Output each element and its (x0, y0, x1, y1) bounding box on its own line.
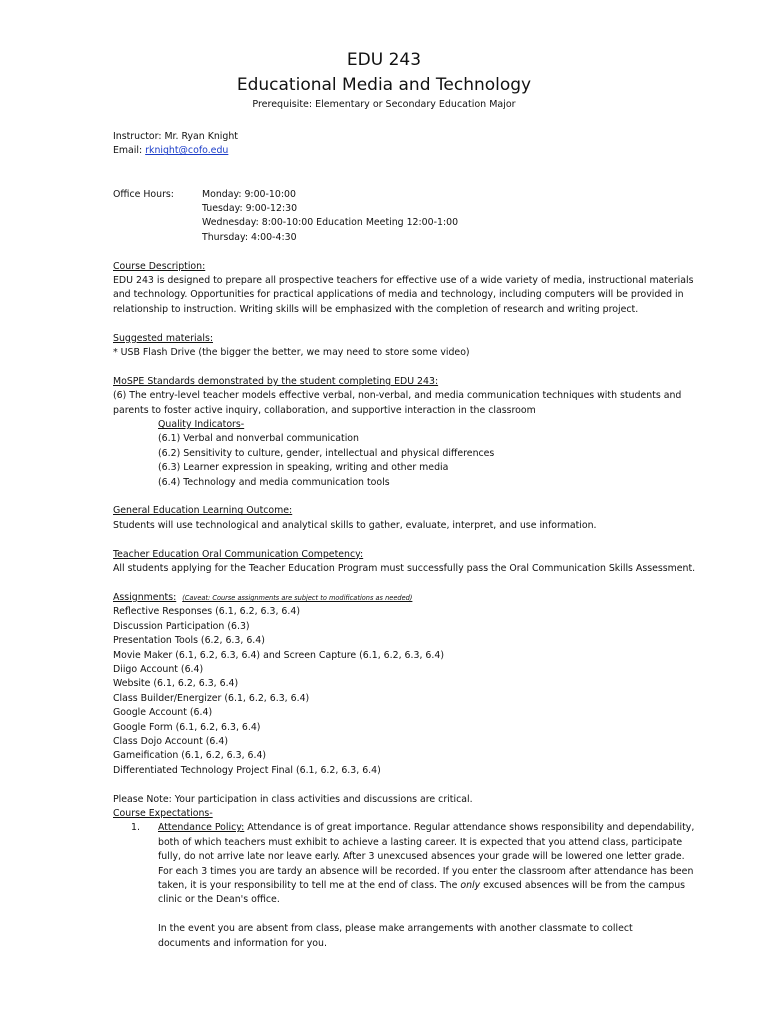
prerequisite: Prerequisite: Elementary or Secondary Education Major (252, 99, 516, 110)
attendance-policy-line: clinic or the Dean's office. (158, 894, 280, 906)
assignment-item: Gameification (6.1, 6.2, 6.3, 6.4) (113, 750, 267, 762)
office-hours-list (202, 188, 458, 246)
assignment-item: Google Account (6.4) (113, 707, 213, 719)
assignment-item: Class Dojo Account (6.4) (113, 735, 228, 747)
mospe-heading: MoSPE Standards demonstrated by the student completing EDU 243: (113, 375, 439, 387)
gen-ed-heading: General Education Learning Outcome: (113, 505, 293, 517)
attendance-policy-only-line (158, 879, 713, 893)
office-hours-line: Thursday: 4:00-4:30 (202, 231, 297, 243)
office-hours-line: Wednesday: 8:00-10:00 Education Meeting 12:00-1:00 (202, 217, 459, 229)
assignment-item: Movie Maker (6.1, 6.2, 6.3, 6.4) and Screen Capture (6.1, 6.2, 6.3, 6.4) (113, 649, 444, 661)
attendance-policy-line: Attendance is of great importance. Regular attendance shows responsibility and dependability, (244, 822, 695, 834)
assignment-item: Class Builder/Energizer (6.1, 6.2, 6.3, 6.4) (113, 692, 310, 704)
assignment-item: Discussion Participation (6.3) (113, 620, 250, 632)
course-title: Educational Media and Technology (236, 75, 532, 95)
only-emphasis: only (460, 879, 481, 891)
absence-arrangement-line: In the event you are absent from class, please make arrangements with another classmate to collect (158, 923, 633, 935)
attendance-policy-line: fully, do not arrive late nor leave early. After 3 unexcused absences your grade will be lowered one letter grade. (158, 851, 685, 863)
assignments-heading: Assignments: (113, 591, 177, 603)
attendance-policy-text (158, 821, 713, 951)
assignment-item: Differentiated Technology Project Final (6.1, 6.2, 6.3, 6.4) (113, 764, 381, 776)
attendance-policy-first-line (158, 821, 713, 835)
attendance-text-segment: taken, it is your responsibility to tell me at the end of class. The (158, 879, 461, 891)
email-label: Email: (113, 145, 146, 157)
suggested-materials-heading: Suggested materials: (113, 332, 213, 344)
assignment-item: Diigo Account (6.4) (113, 663, 204, 675)
quality-indicator: (6.4) Technology and media communication tools (158, 476, 390, 488)
absence-arrangement-line: documents and information for you. (158, 937, 327, 949)
course-description-line: and technology. Opportunities for practical applications of media and technology, including computers will be provided in (113, 289, 684, 301)
participation-note: Please Note: Your participation in class activities and discussions are critical. (113, 793, 473, 805)
email-line (113, 144, 713, 158)
course-expectations-heading: Course Expectations- (113, 807, 213, 819)
office-hours-line: Monday: 9:00-10:00 (202, 188, 296, 200)
assignment-item: Presentation Tools (6.2, 6.3, 6.4) (113, 635, 265, 647)
oral-comm-heading: Teacher Education Oral Communication Competency: (113, 548, 364, 560)
assignments-heading-line (113, 591, 713, 605)
mospe-line: (6) The entry-level teacher models effective verbal, non-verbal, and media communication techniques with students and (113, 390, 682, 402)
course-description-line: relationship to instruction. Writing skills will be emphasized with the completion of research and writing project. (113, 303, 639, 315)
attendance-policy-line: both of which teachers must exhibit to achieve a lasting career. It is expected that you attend class, participate (158, 836, 683, 848)
office-hours-line: Tuesday: 9:00-12:30 (202, 203, 298, 214)
email-link[interactable]: rknight@cofo.edu (145, 145, 229, 157)
attendance-policy-line: For each 3 times you are tardy an absence will be recorded. If you enter the classroom after attendance has been (158, 865, 694, 877)
course-description-line: EDU 243 is designed to prepare all prospective teachers for effective use of a wide variety of media, instructional materials (113, 275, 694, 287)
assignment-item: Reflective Responses (6.1, 6.2, 6.3, 6.4) (113, 606, 300, 618)
quality-indicator: (6.2) Sensitivity to culture, gender, intellectual and physical differences (158, 447, 495, 459)
syllabus-body (113, 130, 713, 951)
gen-ed-text: Students will use technological and analytical skills to gather, evaluate, interpret, and use information. (113, 519, 597, 531)
assignments-caveat: (Caveat: Course assignments are subject to modifications as needed) (182, 593, 413, 602)
list-number: 1. (131, 822, 140, 834)
oral-comm-text: All students applying for the Teacher Education Program must successfully pass the Oral Communication Skills Assessment. (113, 563, 696, 575)
office-hours-label: Office Hours: (113, 188, 174, 200)
course-description-heading: Course Description: (113, 260, 206, 272)
quality-indicators-heading: Quality Indicators- (158, 419, 245, 431)
quality-indicator: (6.1) Verbal and nonverbal communication (158, 433, 359, 445)
suggested-materials-item: * USB Flash Drive (the bigger the better, we may need to store some video) (113, 347, 470, 359)
mospe-line: parents to foster active inquiry, collaboration, and supportive interaction in the classroom (113, 404, 536, 416)
attendance-policy-label: Attendance Policy: (158, 822, 245, 834)
assignment-item: Website (6.1, 6.2, 6.3, 6.4) (113, 678, 239, 690)
assignment-item: Google Form (6.1, 6.2, 6.3, 6.4) (113, 721, 261, 733)
attendance-policy-item (113, 821, 713, 951)
attendance-text-segment: excused absences will be from the campus (480, 879, 686, 891)
office-hours (113, 188, 713, 246)
quality-indicator: (6.3) Learner expression in speaking, writing and other media (158, 462, 449, 474)
course-code: EDU 243 (346, 50, 422, 70)
instructor-line: Instructor: Mr. Ryan Knight (113, 131, 238, 142)
